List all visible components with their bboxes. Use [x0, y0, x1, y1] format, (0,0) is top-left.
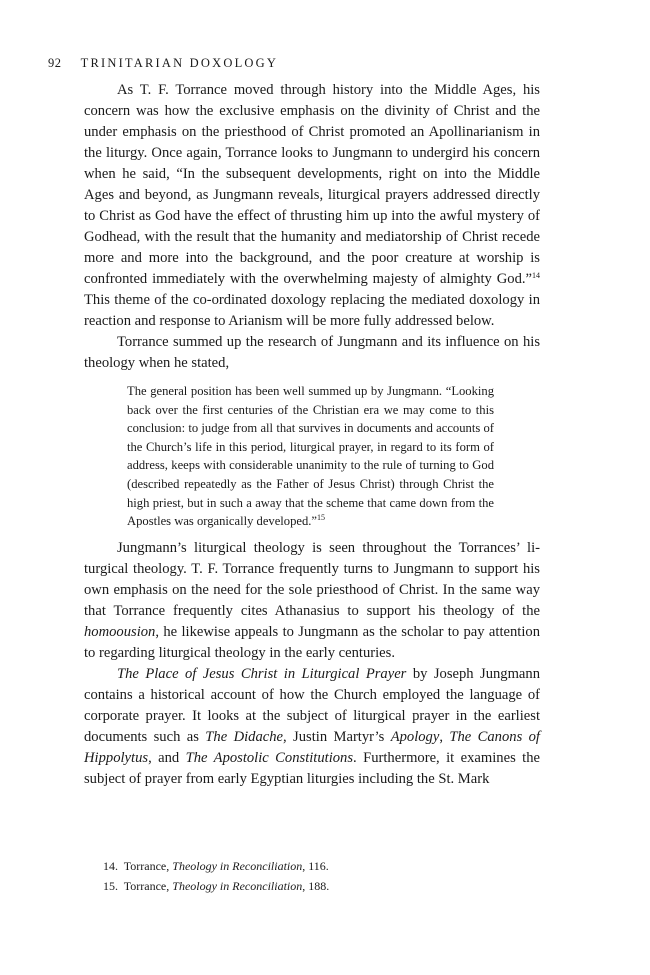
main-text: [84, 80, 540, 790]
footnote-page: , 116.: [302, 859, 329, 873]
paragraph-4-text-d: , and: [148, 749, 186, 766]
running-header: [48, 56, 278, 71]
running-title: TRINITARIAN DOXOLOGY: [80, 56, 279, 70]
title-apology: Apology: [390, 728, 440, 745]
footnote-ref-15: 15: [317, 513, 326, 523]
title-didache: The Didache: [205, 728, 284, 745]
footnote-author: Torrance,: [123, 879, 173, 893]
footnote-title: Theology in Reconciliation: [172, 879, 303, 893]
paragraph-1-text-b: This theme of the co-ordinated doxology replacing the mediated doxology in reaction and response to Arianism will be more fully addressed below.: [84, 292, 540, 329]
paragraph-4-text-b: , Justin Martyr’s: [283, 728, 391, 745]
paragraph-2: Torrance summed up the research of Jungmann and its influence on his theology when he stated,: [84, 334, 540, 371]
paragraph-3-text-b: , he likewise appeals to Jungmann as the scholar to pay attention to regarding liturgical theology in the early centuries.: [84, 623, 540, 661]
book-title: The Place of Jesus Christ in Liturgical Prayer: [117, 665, 407, 682]
footnote-15: [103, 876, 329, 896]
footnote-author: Torrance,: [123, 859, 173, 873]
block-quote-text: The general position has been well summed up by Jungmann. “Looking back over the first centuries of the Christian era we may come to this conclusion: to judge from all that survives in documents and accounts of the Church’s life in this period, liturgical prayer, in regard to its form of address, keeps with considerable unanimity to the rule of turning to God (described repeatedly as the Father of Jesus Christ) through Christ the high priest, but in such a away that the scheme that came down from the Apostles was organically developed.”: [127, 384, 494, 529]
paragraph-3-text-a: Jungmann’s liturgical theology is seen throughout the Torrances’ liturgical theology. T. F. Torrance frequently turns to Jungmann to support his own emphasis on the need for the sole priesthood of Christ. In the same way that Torrance frequently cites Athanasius to support his theology of the: [84, 539, 540, 619]
footnote-14: [103, 856, 329, 876]
paragraph-4-text-a: by Joseph Jungmann contains a historical account of how the Church employed the language of corporate prayer. It looks at the subject of liturgical prayer in the earliest documents such as: [84, 665, 541, 745]
footnote-number: 14.: [103, 859, 118, 873]
paragraph-1: [84, 80, 540, 332]
title-canons: The Canons of Hippolytus: [84, 728, 540, 766]
paragraph-4-text-c: ,: [439, 728, 450, 745]
page-number: 92: [48, 56, 62, 70]
title-constitutions: The Apostolic Constitutions: [185, 749, 354, 766]
paragraph-4: [84, 664, 540, 790]
paragraph-3: [84, 538, 540, 664]
footnote-title: Theology in Reconciliation: [172, 859, 303, 873]
paragraph-3-italic: homoousion: [84, 623, 156, 640]
footnote-number: 15.: [103, 879, 118, 893]
block-quote: [127, 382, 494, 531]
paragraph-4-text-e: . Furthermore, it examines the subject of prayer from early Egyptian liturgies including the St. Mark: [84, 749, 540, 787]
footnotes: [103, 856, 329, 896]
paragraph-1-text-a: As T. F. Torrance moved through history into the Middle Ages, his concern was how the exclusive emphasis on the divinity of Christ and the under emphasis on the priesthood of Christ promoted an Apollinarianism in the liturgy. Once again, Torrance looks to Jungmann to undergird his concern when he said, “In the subsequent developments, right on into the Middle Ages and beyond, as Jungmann reveals, liturgical prayers addressed directly to Christ as God have the effect of thrusting him up into the awful mystery of Godhead, with the result that the humanity and mediatorship of Christ recede more and more into the background, and the poor creature at worship is confronted immediately with the overwhelming majesty of almighty God.”: [84, 82, 540, 287]
footnote-ref-14: 14: [532, 271, 540, 280]
footnote-page: , 188.: [302, 879, 330, 893]
